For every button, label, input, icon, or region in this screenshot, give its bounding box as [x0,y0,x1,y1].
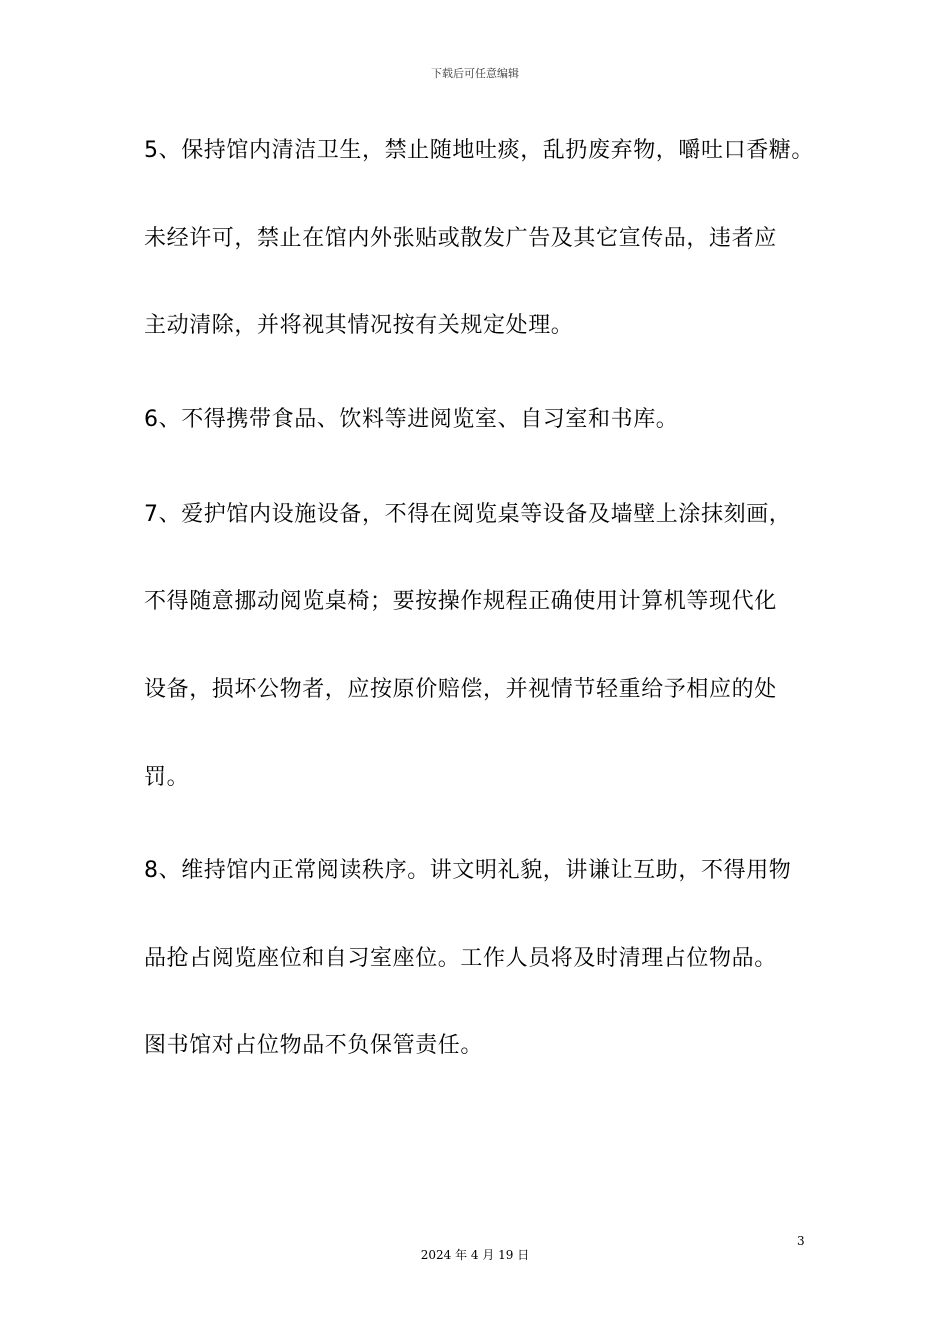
body-line: 6、不得携带食品、饮料等进阅览室、自习室和书库。 [144,407,679,432]
body-line: 罚。 [144,765,190,790]
body-line: 5、保持馆内清洁卫生，禁止随地吐痰，乱扔废弃物，嚼吐口香糖。 [144,138,814,163]
body-line: 不得随意挪动阅览桌椅；要按操作规程正确使用计算机等现代化 [144,589,777,614]
footer-date: 2024 年 4 月 19 日 [420,1248,530,1262]
body-line: 未经许可，禁止在馆内外张贴或散发广告及其它宣传品，违者应 [144,226,777,251]
body-line: 设备，损坏公物者，应按原价赔偿，并视情节轻重给予相应的处 [144,677,777,702]
body-line: 图书馆对占位物品不负保管责任。 [144,1033,484,1058]
body-line: 品抢占阅览座位和自习室座位。工作人员将及时清理占位物品。 [144,946,777,971]
body-line: 主动清除，并将视其情况按有关规定处理。 [144,313,574,338]
body-line: 7、爱护馆内设施设备，不得在阅览桌等设备及墙壁上涂抹刻画， [144,502,792,527]
body-line: 8、维持馆内正常阅读秩序。讲文明礼貌，讲谦让互助，不得用物 [144,858,792,883]
page-number: 3 [797,1234,805,1248]
page-header: 下载后可任意编辑 [431,67,519,80]
